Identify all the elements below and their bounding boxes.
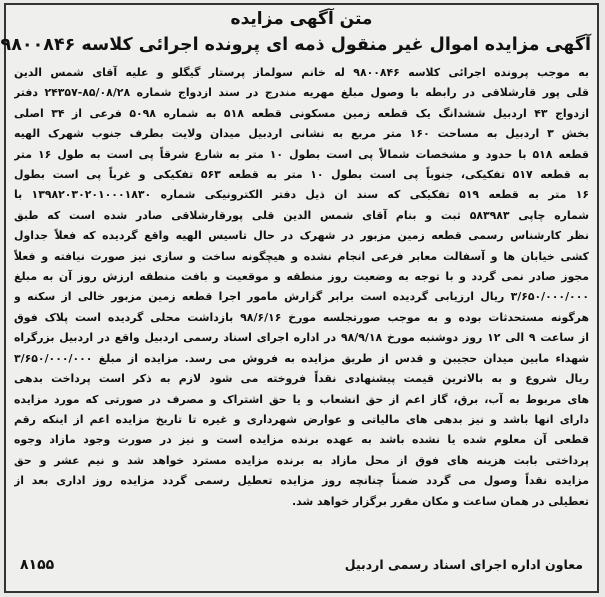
body-line: نظر کارشناس رسمی قطعه زمین مزبور در شهرک در حال تاسیس الهیه واقع گردیده که فعلاً جداول [14, 229, 589, 243]
body-line: دارای انها باشد و نیز بدهی های مالیاتی و عوارض شهرداری و غیره تا تاریخ مزایده اعم از اینکه رقم [14, 412, 589, 426]
ad-code: ۸۱۵۵ [20, 557, 55, 573]
body-line: ۳/۶۵۰/۰۰۰/۰۰۰ ریال ارزیابی گردیده است برابر گزارش مامور اجرا قطعه زمین مزبور خالی از سکنه و [14, 290, 589, 304]
body-line: ریال شروع و به بالاترین قیمت پیشنهادی نقداً فروخته می شود لازم به ذکر است پرداخت بدهی [14, 372, 589, 386]
notice-body [14, 63, 589, 553]
body-line: تعطیلی در همان ساعت و مکان مقرر برگزار خواهد شد. [292, 494, 589, 508]
body-line: به موجب پرونده اجرائی کلاسه ۹۸۰۰۸۴۶ له خانم سولماز پرستار گیگلو و علیه آقای شمس الدین [14, 66, 589, 79]
body-line: شهداء مابین میدان حجیبن و قدس از طریق مزایده به فروش می رسد. مزایده از مبلغ ۳/۶۵۰/۰۰۰/۰۰۰ [14, 351, 589, 365]
signature-line: معاون اداره اجرای اسناد رسمی اردبیل [344, 557, 583, 572]
body-line: کشی خیابان ها و آسفالت معابر فرعی انجام نشده و هیچگونه ساخت و سازی نیز صورت نیافته و فعلاً [14, 249, 589, 263]
body-line: پرداختی بابت هزینه های فوق از محل مازاد به برنده مزایده مسترد خواهد شد و نیم عشر و حق [14, 453, 589, 467]
body-line: قلی پور قارشلاقی در رابطه با وصول مبلغ مهریه مندرج در سند ازدواج شماره ۸۵/۰۸/۲۸-۲۴۳۵۷ دفتر [14, 86, 589, 100]
body-line: مجوز صادر نمی گردد و با توجه به وضعیت روز منطقه و موقعیت و بافت منطقه ارزش روز آن به مبلغ [14, 270, 589, 284]
body-line: بخش ۳ اردبیل به مساحت ۱۶۰ متر مربع به نشانی اردبیل میدان ولایت بطرف جنوب شهرک الهیه [14, 127, 589, 141]
body-line: هرگونه مستحدثات بوده و به موجب صورتجلسه مورخ ۹۸/۶/۱۶ بازداشت محلی گردیده است پلاک فوق [14, 310, 589, 324]
body-line: ازدواج ۴۳ اردبیل ششدانگ یک قطعه زمین مسکونی قطعه ۵۱۸ به شماره ۵۰۹۸ فرعی از ۳۴ اصلی [14, 106, 589, 120]
body-line: مزایده نقداً وصول می گردد ضمناً چنانچه روز مزایده تعطیل رسمی گردد مزایده روز اداری بعد از [14, 474, 589, 488]
body-line: از ساعت ۹ الی ۱۲ روز دوشنبه مورخ ۹۸/۹/۱۸ در اداره اجرای اسناد رسمی اردبیل واقع در اردبیل بزرگراه [14, 331, 589, 345]
body-line: های مربوط به آب، برق، گاز اعم از حق انشعاب و یا حق اشتراک و مصرف در صورتی که مورد مزایده [14, 392, 589, 406]
notice-heading: متن آگهی مزایده [230, 9, 373, 29]
notice-frame [0, 3, 599, 593]
body-line: به قطعه ۵۱۷ تفکیکی، جنوباً پی است بطول ۱۰ متر به قطعه ۵۶۳ تفکیکی و غرباً پی است بطول [14, 168, 589, 182]
body-line: ۱۶ متر به قطعه ۵۱۹ تفکیکی که سند ان ذیل دفتر الکترونیکی شماره ۱۳۹۸۲۰۳۰۲۰۱۰۰۰۱۸۳۰ با [14, 188, 589, 202]
body-line: شماره چاپی ۵۸۳۹۸۳ ثبت و بنام آقای شمس الدین قلی پورقارشلاقی صادر شده است که طبق [14, 208, 589, 222]
notice-subheading: آگهی مزایده اموال غیر منقول ذمه ای پرونده اجرائی کلاسه ۹۸۰۰۸۴۶ [0, 35, 591, 55]
body-line: قطعی آن معلوم شده یا نشده باشد به عهده برنده مزایده است و نیز در صورت وجود مازاد وجوه [14, 433, 589, 447]
body-line: قطعه ۵۱۸ با حدود و مشخصات شمالاً پی است بطول ۱۰ متر به شارع شرقاً پی است به طول ۱۶ متر [14, 147, 589, 161]
notice-footer [14, 557, 589, 581]
